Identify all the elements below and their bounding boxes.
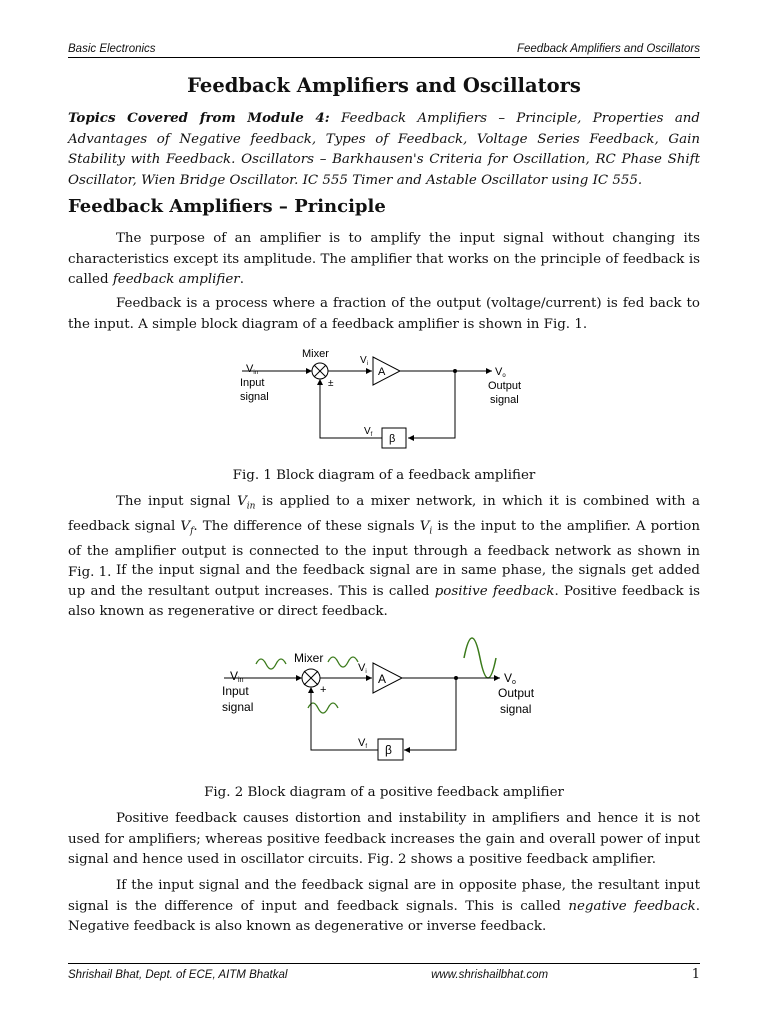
emphasis-feedback-amplifier: feedback amplifier bbox=[112, 272, 240, 287]
fig1-vi-label: $V_i$ bbox=[360, 355, 369, 367]
fig1-vf-label: $V_f$ bbox=[364, 426, 373, 438]
fig2-beta-label: β bbox=[385, 743, 392, 757]
paragraph-positive-feedback-uses: Positive feedback causes distortion and instability in amplifiers and hence it is not used for amplifiers; whereas positive feedback increases the gain and overall power of input signal and hence used in oscillator circuits. Fig. 2 shows a positive feedback amplifier. bbox=[68, 811, 700, 867]
fig2-vi-label: Vi bbox=[358, 662, 367, 675]
running-header bbox=[68, 43, 700, 58]
footer-website: www.shrishailbhat.com bbox=[431, 969, 549, 981]
topics-label: Topics Covered from Module 4: bbox=[68, 110, 330, 126]
section-heading: Feedback Amplifiers – Principle bbox=[68, 196, 386, 217]
figure-2-block-diagram bbox=[220, 634, 550, 772]
emphasis-positive-feedback: positive feedback bbox=[434, 583, 555, 599]
footer-author: Shrishail Bhat, Dept. of ECE, AITM Bhatkal bbox=[68, 969, 288, 981]
fig2-vf-label: Vf bbox=[358, 737, 368, 750]
paragraph-positive-feedback: If the input signal and the feedback signal are in same phase, the signals get added up and the resultant output increases. This is called positive feedback. Positive feedback is also known as regenerative or direct feedback. bbox=[68, 563, 701, 619]
math-vin: $V_{in}$ bbox=[237, 494, 256, 512]
fig1-vin-label: Vin bbox=[246, 363, 259, 376]
fig2-mixer-label: Mixer bbox=[294, 651, 324, 665]
fig2-input-label: Input bbox=[222, 684, 249, 698]
running-footer bbox=[68, 963, 700, 982]
fig2-vin-label: Vin bbox=[230, 669, 244, 684]
fig1-mixer-label: Mixer bbox=[302, 348, 329, 360]
topics-covered bbox=[68, 108, 700, 191]
paragraph-feedback-definition: Feedback is a process where a fraction of the output (voltage/current) is fed back to the input. A simple block diagram of a feedback amplifier is shown in Fig. 1. bbox=[68, 296, 700, 332]
emphasis-negative-feedback: negative feedback bbox=[568, 898, 696, 914]
figure-1-block-diagram bbox=[232, 344, 544, 456]
fig2-amplifier-label: A bbox=[378, 672, 387, 686]
figure-2-caption: Fig. 2 Block diagram of a positive feedback amplifier bbox=[204, 785, 564, 800]
fig2-output-wave bbox=[464, 638, 496, 678]
fig2-output-signal-label: signal bbox=[500, 702, 532, 716]
page-number: 1 bbox=[691, 967, 700, 982]
topics-text: Feedback Amplifiers – Principle, Properties and Advantages of Negative feedback, Types of Feedback, Voltage Series Feedback, Gain Stability with Feedback. Oscillators – Barkhausen's Criteria for Oscillation, RC Phase Shift Oscillator, Wien Bridge Oscillator. IC 555 Timer and Astable Oscillator using IC 555. bbox=[68, 111, 700, 188]
document-page bbox=[68, 0, 700, 1024]
fig1-input-label: Input bbox=[240, 377, 265, 389]
fig2-feedback-wave bbox=[308, 703, 338, 713]
math-vi: $V_i$ bbox=[419, 519, 433, 537]
paragraph-input-signal: The input signal $V_{in}$ is applied to a mixer network, in which it is combined with a feedback signal $V_f$. The difference of these signals $V_i$ is the input to the amplifier. A portion of the amplifier output is connected to the input through a feedback network as shown in Fig. 1. bbox=[68, 494, 700, 580]
header-left: Basic Electronics bbox=[68, 43, 156, 55]
fig2-vi-wave bbox=[328, 657, 358, 667]
figure-1-caption: Fig. 1 Block diagram of a feedback amplifier bbox=[232, 468, 536, 483]
fig2-plus: + bbox=[320, 684, 327, 696]
fig2-signal-label: signal bbox=[222, 700, 254, 714]
fig1-signal-label: signal bbox=[240, 391, 269, 403]
fig1-beta-label: β bbox=[389, 433, 396, 445]
fig1-vo-label: Vo bbox=[495, 366, 506, 379]
fig1-output-signal-label: signal bbox=[490, 394, 519, 406]
fig2-vo-label: Vo bbox=[504, 671, 516, 686]
math-vf: $V_f$ bbox=[180, 519, 194, 537]
fig2-input-wave bbox=[256, 659, 286, 669]
fig1-output-label: Output bbox=[488, 380, 522, 392]
page-title: Feedback Amplifiers and Oscillators bbox=[187, 74, 581, 97]
paragraph-purpose: The purpose of an amplifier is to amplify the input signal without changing its characteristics except its amplitude. The amplifier that works on the principle of feedback is called feedback amplifier. bbox=[68, 231, 700, 287]
fig1-plus-minus: ± bbox=[328, 378, 334, 389]
header-right: Feedback Amplifiers and Oscillators bbox=[516, 43, 700, 55]
fig2-output-label: Output bbox=[498, 686, 535, 700]
fig1-amplifier-label: A bbox=[378, 366, 386, 378]
paragraph-negative-feedback: If the input signal and the feedback signal are in opposite phase, the resultant input signal is the difference of input and feedback signals. This is called negative feedback. Negative feedback is also known as degenerative or inverse feedback. bbox=[68, 878, 700, 934]
